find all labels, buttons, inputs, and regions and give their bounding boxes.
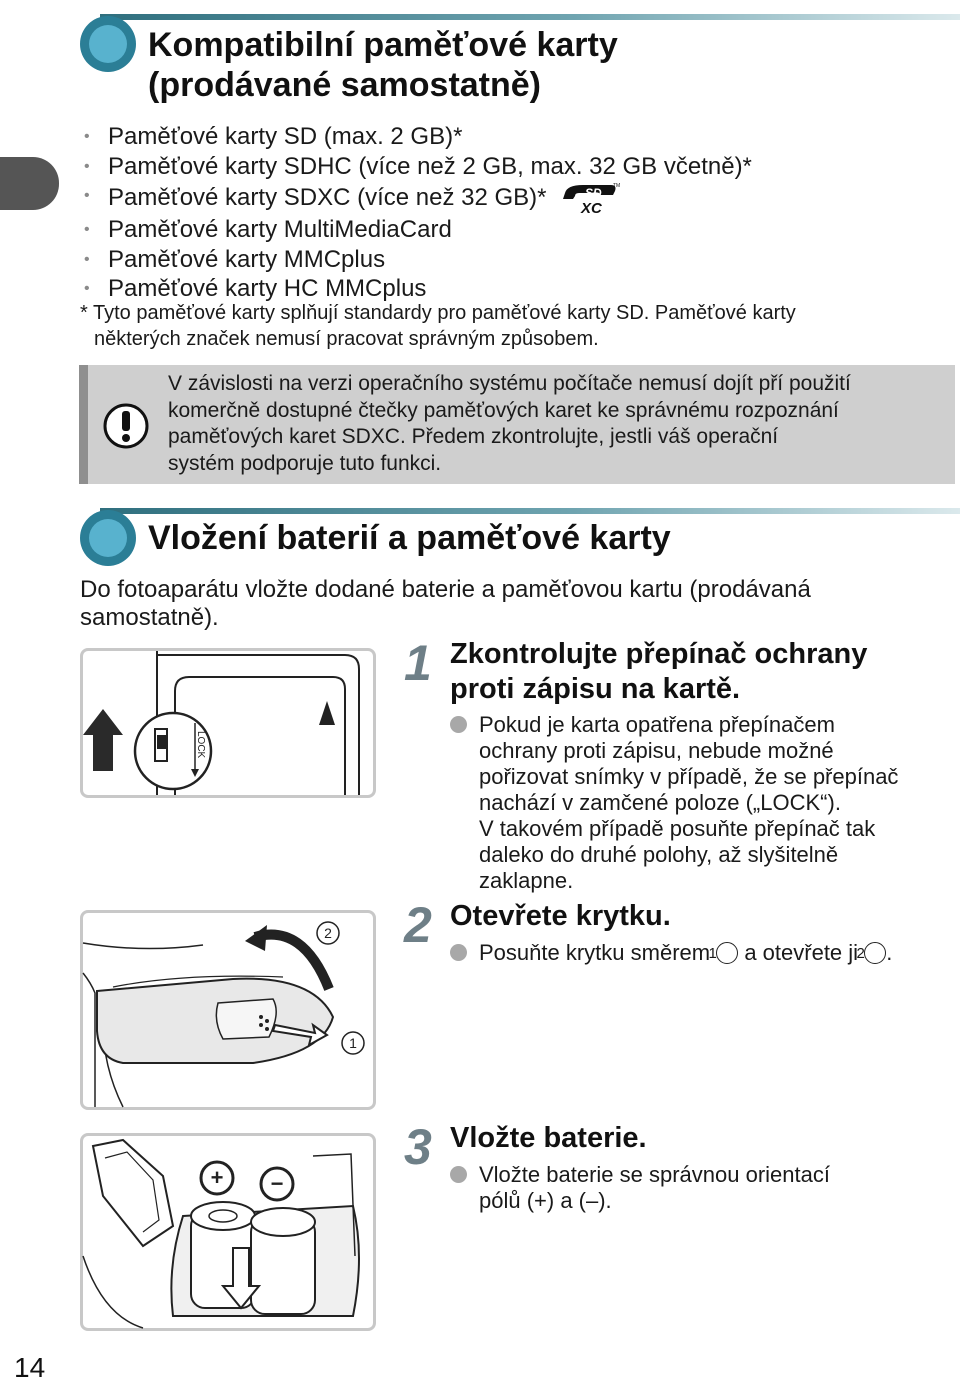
footnote-line: * Tyto paměťové karty splňují standardy pro paměťové karty SD. Paměťové karty [80,302,796,324]
bullet-marker: • [84,280,90,297]
footnote [80,300,920,352]
step-title [450,637,867,707]
list-item [80,215,752,245]
step-body [450,1162,950,1214]
step-number: 1 [404,635,432,691]
section-title-compatible-cards [148,25,618,105]
section-header-bar [100,508,960,514]
marker-1-icon: 1 [716,942,738,964]
marker-2-icon: 2 [864,942,886,964]
step-body-line: V takovém případě posuňte přepínač tak [479,816,876,841]
sd-card-illustration [83,651,373,795]
list-item [80,245,752,275]
bullet-dot-icon [450,716,467,733]
page-number: 14 [14,1352,46,1383]
caution-line: paměťových karet SDXC. Předem zkontrolujte, jestli váš operační [168,425,779,448]
title-line-1: Kompatibilní paměťové karty [148,26,618,64]
card-corner-arrow-icon [319,701,335,725]
caution-line: komerčně dostupné čtečky paměťových karet ke správnému rozpoznání [168,398,839,422]
arrow-up-icon [83,709,123,771]
footnote-line: některých značek nemusí pracovat správným způsobem. [94,328,599,350]
open-arrow-icon [245,925,267,951]
batteries-illustration [83,1136,373,1328]
illustration-insert-batteries [80,1133,376,1331]
illustration-open-cover [80,910,376,1110]
list-item-text: Paměťové karty MultiMediaCard [108,216,452,243]
svg-text:SD: SD [585,186,602,200]
step-body-line: nachází v zamčené poloze („LOCK“). [479,790,841,815]
step-body-line: Vložte baterie se správnou orientací [479,1162,830,1187]
chapter-tab [0,157,59,210]
step-body-text: Posuňte krytku směrem [479,940,711,965]
section-bullet-icon [80,16,136,72]
list-item [80,122,752,152]
bullet-marker: • [84,157,90,175]
list-item [80,152,752,182]
bullet-dot-icon [450,1166,467,1183]
illustration-write-protect-switch [80,648,376,798]
list-item [80,181,752,215]
caution-text [168,371,953,477]
step-title-line: proti zápisu na kartě. [450,673,741,705]
caution-line: V závislosti na verzi operačního systému počítače nemusí dojít pří použití [168,372,851,395]
section-header-bar [100,14,960,20]
step-body-line: Pokud je karta opatřena přepínačem [479,712,835,737]
caution-line: systém podporuje tuto funkci. [168,451,442,475]
list-item-text: Paměťové karty SDXC (více než 32 GB)* [108,184,547,211]
bullet-marker: • [84,250,90,268]
step-body-line: zaklapne. [479,868,574,893]
step-body-text: . [886,940,893,965]
list-item-text: Paměťové karty MMCplus [108,245,386,273]
step-number: 2 [404,897,432,953]
minus-label: − [270,1171,284,1196]
svg-text:XC: XC [581,200,603,217]
bullet-marker: • [84,187,90,204]
bullet-dot-icon [450,944,467,961]
step-body-line: pořizovat snímky v případě, že se přepínač [479,764,899,789]
step-title: Otevřete krytku. [450,900,671,932]
step-title-line: Zkontrolujte přepínač ochrany [450,638,868,670]
list-item-text: Paměťové karty SDHC (více než 2 GB, max. 32 GB včetně)* [108,152,752,180]
step-title: Vložte baterie. [450,1122,647,1154]
intro-line: Do fotoaparátu vložte dodané baterie a paměťovou kartu (prodávaná [80,576,811,603]
list-item-text: Paměťové karty HC MMCplus [108,275,427,302]
bullet-marker: • [84,221,90,238]
step-number: 3 [404,1119,432,1175]
section-title-insert-batteries: Vložení baterií a paměťové karty [148,519,671,557]
lock-label: LOCK [195,731,206,759]
plus-label: + [210,1165,224,1190]
list-item-text: Paměťové karty SD (max. 2 GB)* [108,123,463,150]
section-intro [80,576,910,632]
title-line-2: (prodávané samostatně) [148,66,541,104]
caution-icon [102,402,150,450]
svg-text:TM: TM [613,183,621,189]
camera-cover-illustration [83,913,373,1107]
step-body-line: ochrany proti zápisu, nebude možné [479,738,834,763]
bullet-marker: • [84,128,90,145]
marker-1-label: 1 [349,1035,357,1051]
step-body-text: a otevřete ji [744,940,859,965]
intro-line: samostatně). [80,604,219,631]
step-body [450,940,955,966]
section-bullet-icon [80,510,136,566]
step-body-line: pólů (+) a (–). [479,1188,612,1213]
sdxc-logo-icon [561,181,619,215]
marker-2-label: 2 [324,925,332,941]
card-type-list [80,122,752,304]
step-body-line: daleko do druhé polohy, až slyšitelně [479,842,839,867]
step-body [450,712,950,894]
